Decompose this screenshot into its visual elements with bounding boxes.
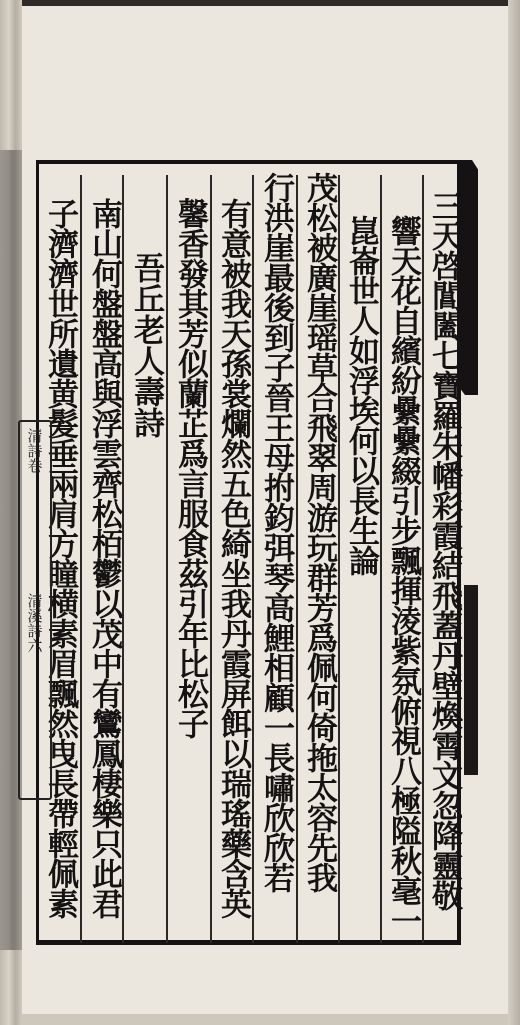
column-rule: [296, 175, 298, 943]
poem-title: 吾丘老人壽詩: [128, 252, 164, 438]
text-column-10: 子濟濟世所遺黄髮垂兩肩方瞳横素眉飄然曳長帶輕佩素: [42, 198, 78, 918]
column-rule: [80, 175, 82, 943]
page-right-edge: [508, 0, 520, 1025]
margin-label-lower: 清溪詩六: [25, 593, 44, 653]
border-ink-blot-bottom: [464, 585, 478, 775]
text-column-9: 南山何盤盤高與浮雲齊松栢鬱以茂中有鸞鳳棲樂只此君: [86, 198, 122, 918]
column-rule: [210, 175, 212, 943]
text-column-7: 馨香發其芳似蘭芷爲言服食茲引年比松子: [172, 198, 208, 738]
text-column-3: 崑崙世人如浮埃何以長生論: [343, 215, 379, 575]
text-column-6: 有意被我天孫裳爛然五色綺坐我丹霞屏餌以瑞瑤藥含英: [215, 198, 251, 918]
text-column-5: 行洪崖最後到子晉王母拊鈞弭琴高鯉相顧一長嘯欣欣若: [258, 172, 294, 892]
margin-label-upper: 清詩卷: [25, 428, 44, 473]
text-column-1: 三天啓閶闔七寶羅朱幡彩霞結飛蓋丹壁煥霄文忽降靈敬: [426, 190, 462, 910]
text-column-4: 茂松被廣崖瑶草合飛翠周游玩群芳爲佩何倚拖太容先我: [301, 172, 337, 892]
text-column-2: 響天花自繽紛纍纍綴引步飄揮淩紫氛俯視八極隘秋毫一: [385, 215, 421, 935]
margin-label: [18, 420, 52, 800]
column-rule: [166, 175, 168, 943]
